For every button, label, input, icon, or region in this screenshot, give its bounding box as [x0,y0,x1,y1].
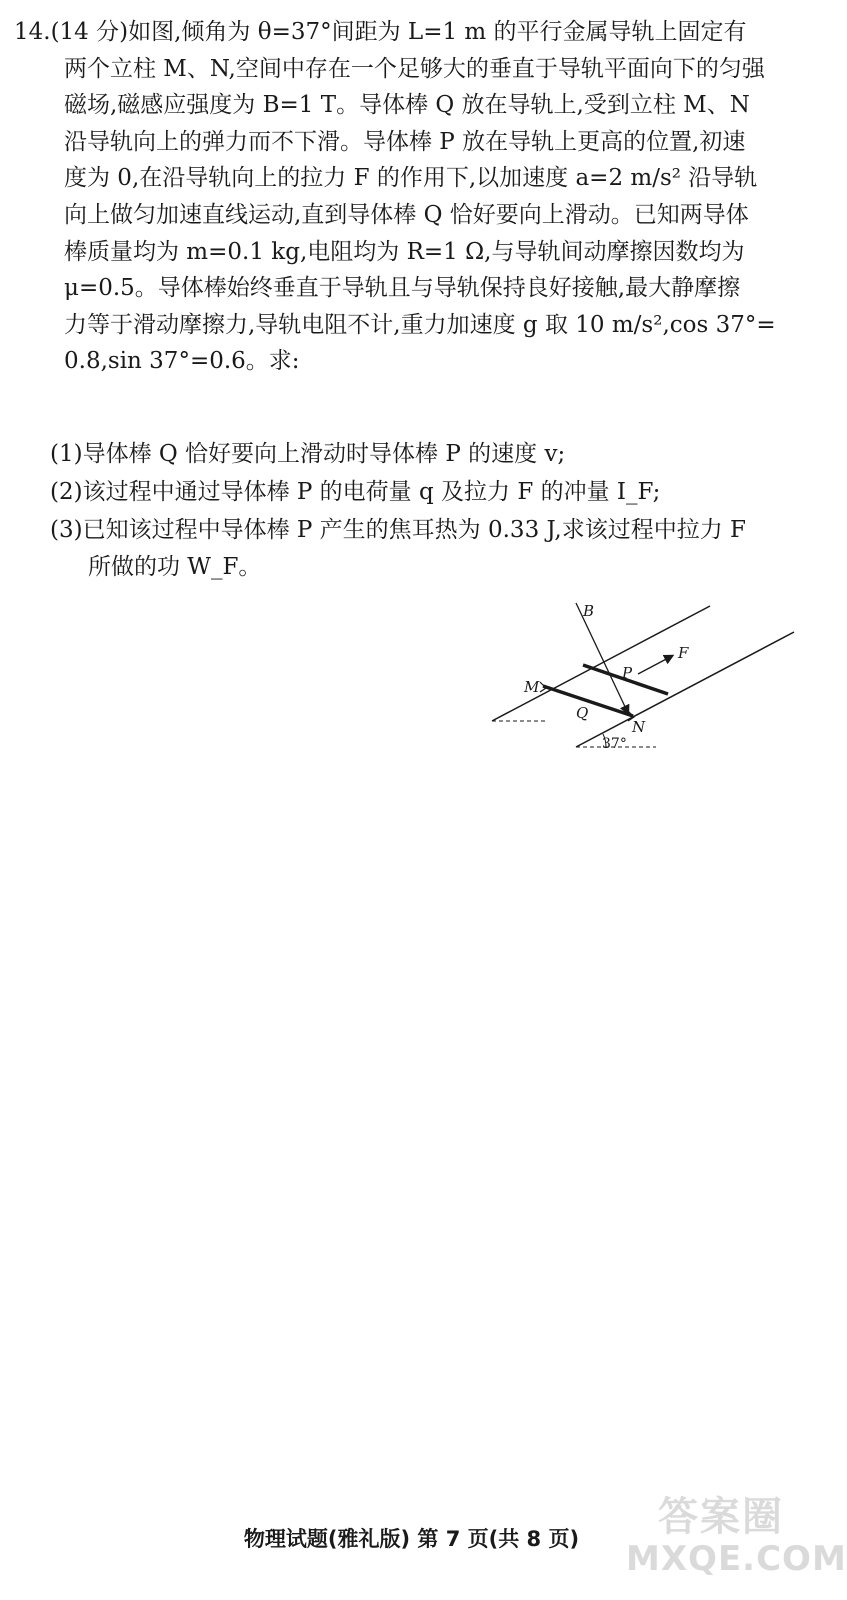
problem-intro [14,14,804,380]
intro-text-1: (14 分)如图,倾角为 θ=37°间距为 L=1 m 的平行金属导轨上固定有 [50,19,747,45]
intro-line-4: 沿导轨向上的弹力而不下滑。导体棒 P 放在导轨上更高的位置,初速 [64,128,746,155]
intro-line-7: 棒质量均为 m=0.1 kg,电阻均为 R=1 Ω,与导轨间动摩擦因数均为 [64,238,745,265]
intro-line-6: 向上做匀加速直线运动,直到导体棒 Q 恰好要向上滑动。已知两导体 [64,201,749,228]
page-footer: 物理试题(雅礼版) 第 7 页(共 8 页) [243,1527,580,1551]
label-m: M [524,678,540,696]
problem-number: 14. [14,19,51,45]
label-f: F [678,644,689,662]
intro-line-5: 度为 0,在沿导轨向上的拉力 F 的作用下,以加速度 a=2 m/s² 沿导轨 [64,165,758,192]
angle-label: 37° [602,736,627,752]
intro-line-8: μ=0.5。导体棒始终垂直于导轨且与导轨保持良好接触,最大静摩擦 [64,275,741,302]
watermark-line-2: MXQE.COM [626,1539,847,1579]
question-3 [50,512,805,585]
label-p: P [622,664,633,682]
rails-diagram [488,598,800,758]
question-1: (1)导体棒 Q 恰好要向上滑动时导体棒 P 的速度 v; [50,441,566,467]
intro-line-9: 力等于滑动摩擦力,导轨电阻不计,重力加速度 g 取 10 m/s²,cos 37°= [64,311,776,338]
question-3-text: (3)已知该过程中导体棒 P 产生的焦耳热为 0.33 J,求该过程中拉力 F [50,517,746,543]
intro-line-1 [14,14,804,51]
question-3-cont: 所做的功 W_F。 [88,553,262,580]
watermark-line-1: 答案圈 [658,1494,784,1540]
intro-line-2: 两个立柱 M、N,空间中存在一个足够大的垂直于导轨平面向下的匀强 [64,55,765,82]
intro-line-3: 磁场,磁感应强度为 B=1 T。导体棒 Q 放在导轨上,受到立柱 M、N [64,92,750,119]
label-b: B [583,602,595,620]
question-2: (2)该过程中通过导体棒 P 的电荷量 q 及拉力 F 的冲量 I_F; [50,479,661,505]
label-q: Q [576,704,589,722]
rails-diagram-svg [488,598,800,758]
watermark-logo [626,1494,847,1587]
label-n: N [632,718,646,736]
intro-line-10: 0.8,sin 37°=0.6。求: [64,348,300,375]
force-arrow [638,656,672,674]
